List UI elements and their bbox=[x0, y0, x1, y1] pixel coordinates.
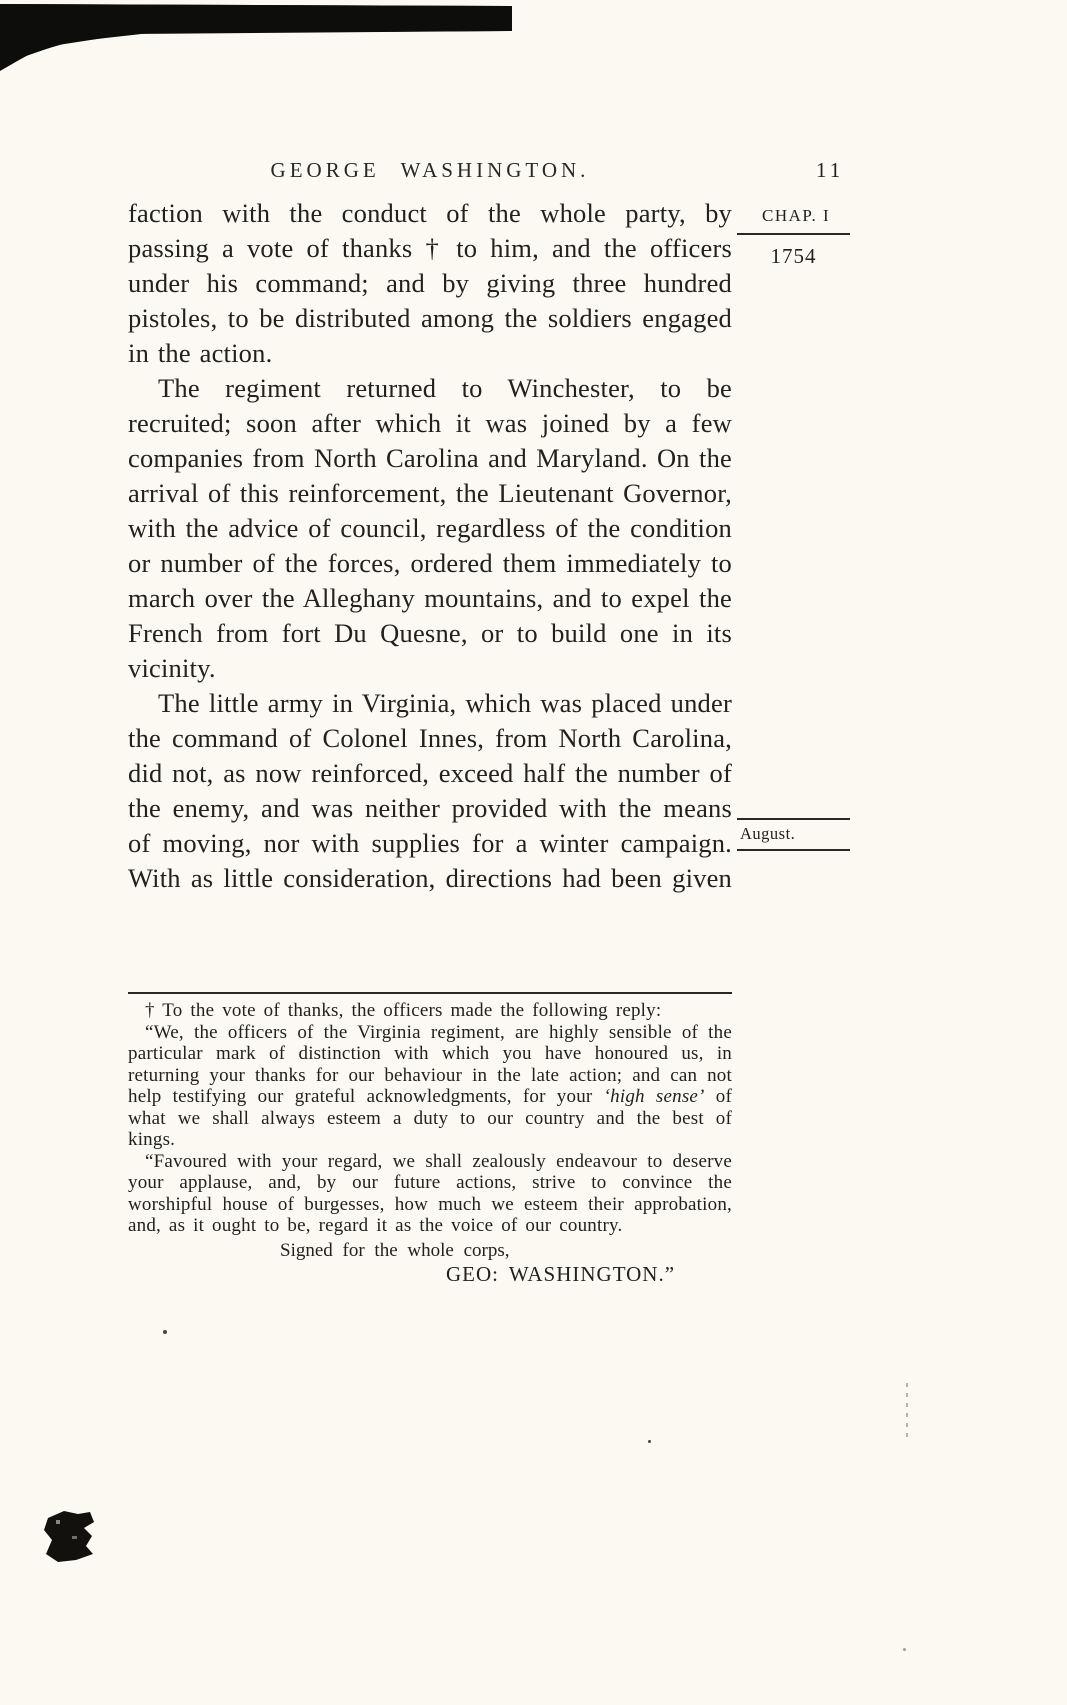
body-paragraph: The regiment returned to Winchester, to be recruited; soon after which it was joined by a few companies from North Carolina and Maryland. On the arrival of this reinforcement, the Lieutenant Governor, with the advice of council, regardless of the condition or number of the forces, ordered them immediately to march over the Alleghany mountains, and to expel the French from fort Du Quesne, or to build one in its vicinity. bbox=[128, 373, 732, 683]
body-text bbox=[128, 196, 732, 988]
margin-note-year: 1754 bbox=[770, 244, 817, 268]
margin-rule-top bbox=[737, 233, 850, 235]
footnote-block bbox=[128, 1000, 732, 1287]
footnote-paragraph bbox=[128, 1022, 732, 1151]
body-paragraph: faction with the conduct of the whole party, by passing a vote of thanks † to him, and the officers under his command; and by giving three hundred pistoles, to be distributed among the soldiers engaged in the action. bbox=[128, 198, 732, 368]
margin-note-month-block bbox=[737, 818, 850, 851]
page-number: 11 bbox=[816, 158, 845, 182]
running-header-title: GEORGE WASHINGTON. bbox=[270, 158, 590, 182]
footnote-italic-phrase: ‘high sense’ bbox=[603, 1086, 705, 1107]
footnote-quote-end: of what we shall always esteem a duty to our country and the best of kings. bbox=[128, 1086, 732, 1150]
scan-speck bbox=[648, 1440, 651, 1443]
text-column bbox=[128, 196, 732, 1287]
scan-artifact-bottom bbox=[38, 1506, 102, 1568]
footnote-paragraph: † To the vote of thanks, the officers made the following reply: bbox=[145, 1000, 662, 1021]
scan-edge-marks bbox=[906, 1383, 908, 1439]
footnote-signature-line: Signed for the whole corps, bbox=[280, 1239, 510, 1261]
margin-note-chapter: CHAP. I bbox=[762, 206, 831, 225]
margin-note-month: August. bbox=[740, 824, 796, 843]
footnote-paragraph: “Favoured with your regard, we shall zealously endeavour to deserve your applause, and, by our future actions, strive to convince the worshipful house of burgesses, how much we esteem their approbation, and, as it ought to be, regard it as the voice of our country. bbox=[128, 1150, 732, 1236]
scan-artifact-top bbox=[0, 0, 520, 80]
footnote-quote-start: “We, the officers of the Virginia regiment, are highly sensible of the particular mark of distinction with which you have honoured us, in returning your thanks for our behaviour in the late action; and can not help testifying our grateful acknowledgments, for your bbox=[128, 1021, 732, 1107]
margin-note-block bbox=[737, 206, 850, 269]
scan-speck bbox=[163, 1330, 167, 1334]
footnote-separator-rule bbox=[128, 992, 732, 994]
body-paragraph: The little army in Virginia, which was placed under the command of Colonel Innes, from North Carolina, did not, as now reinforced, exceed half the number of the enemy, and was neither provided with the means of moving, nor with supplies for a winter campaign. With as little consideration, directions had been given bbox=[128, 688, 732, 893]
footnote-signature-name: GEO: WASHINGTON.” bbox=[446, 1261, 676, 1286]
scan-speck bbox=[903, 1648, 906, 1651]
margin-rule-month-bottom bbox=[737, 849, 850, 851]
